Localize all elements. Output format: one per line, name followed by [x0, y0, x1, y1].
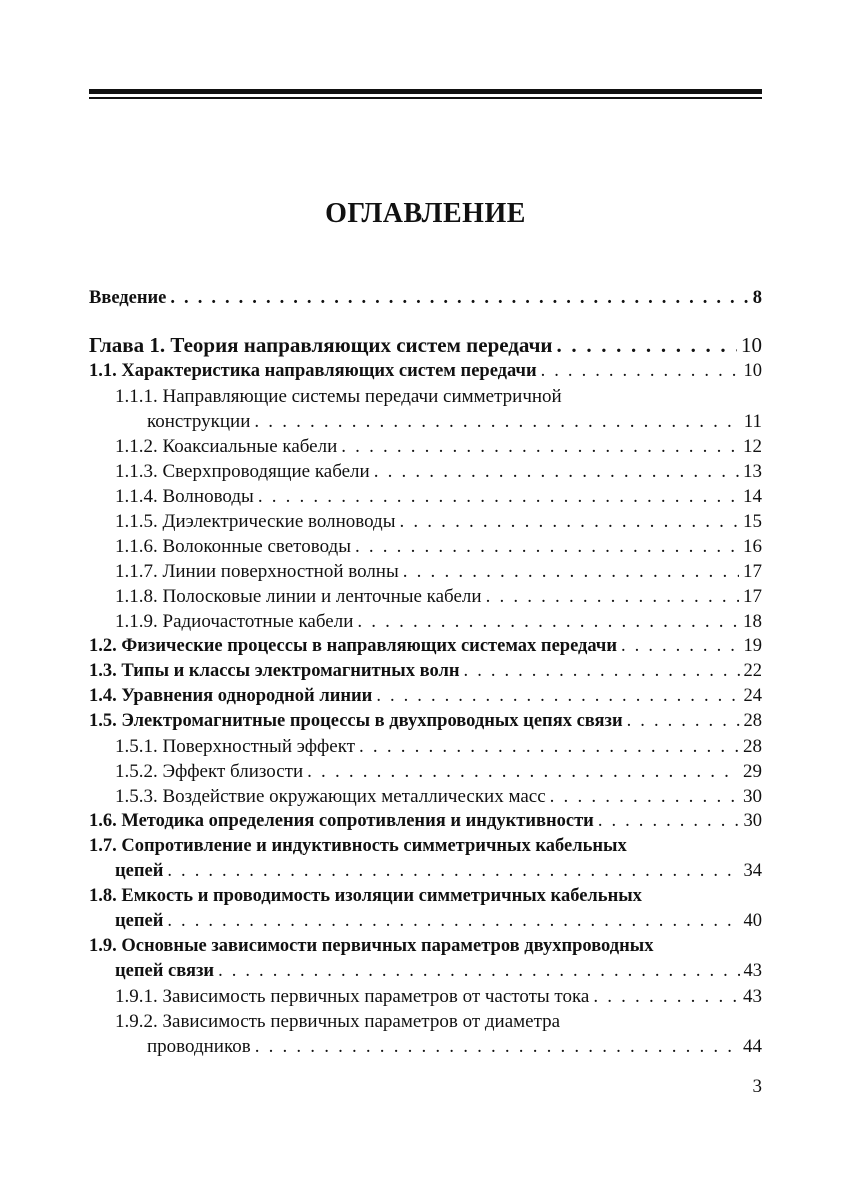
- leader-dots: [376, 684, 739, 709]
- toc-page: 15: [743, 511, 762, 532]
- leader-dots: [593, 984, 739, 1009]
- toc-label: 1.1. Характеристика направляющих систем передачи: [89, 361, 537, 381]
- toc-entry-1-1-8[interactable]: [89, 584, 762, 609]
- toc-entry-1-1-1[interactable]: [89, 409, 762, 434]
- toc-entry-1-7-line1[interactable]: 1.7. Сопротивление и индуктивность симметричных кабельных: [89, 836, 627, 856]
- page-title: ОГЛАВЛЕНИЕ: [325, 198, 526, 229]
- toc-page: 10: [741, 333, 762, 357]
- toc-label: 1.1.2. Коаксиальные кабели: [115, 436, 338, 457]
- toc-page: 16: [743, 536, 762, 557]
- toc-label: 1.4. Уравнения однородной линии: [89, 686, 373, 706]
- table-of-contents: [89, 286, 762, 1059]
- toc-entry-1-8[interactable]: [89, 909, 762, 934]
- toc-entry-1-2[interactable]: [89, 634, 762, 659]
- toc-page: 43: [743, 986, 762, 1007]
- toc-page: 30: [743, 786, 762, 807]
- leader-dots: [621, 634, 739, 659]
- toc-page: 22: [743, 661, 762, 681]
- toc-label: 1.1.6. Волоконные световоды: [115, 536, 351, 557]
- toc-label: Глава 1. Теория направляющих систем передачи: [89, 333, 553, 357]
- toc-entry-1-1-3[interactable]: [89, 459, 762, 484]
- toc-label: 1.1.5. Диэлектрические волноводы: [115, 511, 396, 532]
- toc-entry-1-8-line1[interactable]: 1.8. Емкость и проводимость изоляции симметричных кабельных: [89, 886, 642, 906]
- toc-label: 1.2. Физические процессы в направляющих системах передачи: [89, 636, 618, 656]
- leader-dots: [359, 734, 739, 759]
- toc-entry-1-5-2[interactable]: [89, 759, 762, 784]
- leader-dots: [486, 584, 739, 609]
- toc-label: 1.1.8. Полосковые линии и ленточные кабели: [115, 586, 482, 607]
- toc-entry-1-1-2[interactable]: [89, 434, 762, 459]
- toc-entry-1-5-1[interactable]: [89, 734, 762, 759]
- toc-page: 28: [743, 711, 762, 731]
- leader-dots: [254, 409, 739, 434]
- page-number: 3: [752, 1076, 762, 1097]
- toc-page: 17: [743, 561, 762, 582]
- toc-page: 17: [743, 586, 762, 607]
- toc-page: 34: [743, 861, 762, 881]
- toc-entry-1-1-1-line1[interactable]: 1.1.1. Направляющие системы передачи симметричной: [115, 386, 562, 407]
- toc-entry-1-1-4[interactable]: [89, 484, 762, 509]
- toc-entry-1-1-9[interactable]: [89, 609, 762, 634]
- toc-entry-1-1-7[interactable]: [89, 559, 762, 584]
- header-rule-thick: [89, 89, 762, 94]
- leader-dots: [341, 434, 739, 459]
- toc-page: 40: [743, 911, 762, 931]
- leader-dots: [255, 1034, 739, 1059]
- leader-dots: [355, 534, 739, 559]
- toc-page: 19: [743, 636, 762, 656]
- toc-page: 13: [743, 461, 762, 482]
- leader-dots: [557, 331, 737, 359]
- toc-entry-1-9-2-line1[interactable]: 1.9.2. Зависимость первичных параметров от диаметра: [115, 1011, 561, 1032]
- toc-label: Введение: [89, 288, 167, 308]
- toc-label: 1.6. Методика определения сопротивления и индуктивности: [89, 811, 594, 831]
- leader-dots: [258, 484, 739, 509]
- toc-entry-1-3[interactable]: [89, 659, 762, 684]
- toc-label: 1.1.7. Линии поверхностной волны: [115, 561, 399, 582]
- leader-dots: [403, 559, 739, 584]
- toc-entry-1-5[interactable]: [89, 709, 762, 734]
- toc-entry-1-5-3[interactable]: [89, 784, 762, 809]
- toc-label: цепей: [115, 861, 164, 881]
- toc-entry-1-1-5[interactable]: [89, 509, 762, 534]
- toc-entry-1-4[interactable]: [89, 684, 762, 709]
- toc-page: 8: [752, 288, 762, 308]
- leader-dots: [357, 609, 739, 634]
- toc-page: 44: [743, 1036, 762, 1057]
- leader-dots: [167, 909, 739, 934]
- toc-entry-1-9[interactable]: [89, 959, 762, 984]
- toc-label: проводников: [147, 1036, 251, 1057]
- toc-label: 1.1.9. Радиочастотные кабели: [115, 611, 354, 632]
- toc-page: 29: [743, 761, 762, 782]
- toc-label: 1.1.4. Волноводы: [115, 486, 254, 507]
- toc-page: 10: [743, 361, 762, 381]
- toc-page: 14: [743, 486, 762, 507]
- toc-page: 28: [743, 736, 762, 757]
- toc-entry-1-6[interactable]: [89, 809, 762, 834]
- leader-dots: [550, 784, 739, 809]
- toc-label: 1.5.3. Воздействие окружающих металлических масс: [115, 786, 546, 807]
- leader-dots: [218, 959, 739, 984]
- leader-dots: [598, 809, 740, 834]
- toc-label: 1.1.3. Сверхпроводящие кабели: [115, 461, 370, 482]
- leader-dots: [399, 509, 739, 534]
- toc-entry-intro[interactable]: [89, 286, 762, 311]
- toc-entry-chapter-1[interactable]: [89, 331, 762, 359]
- toc-entry-1-9-1[interactable]: [89, 984, 762, 1009]
- leader-dots: [627, 709, 740, 734]
- toc-entry-1-9-line1[interactable]: 1.9. Основные зависимости первичных параметров двухпроводных: [89, 936, 654, 956]
- toc-page: 43: [743, 961, 762, 981]
- toc-entry-1-1[interactable]: [89, 359, 762, 384]
- leader-dots: [307, 759, 739, 784]
- toc-label: 1.5.1. Поверхностный эффект: [115, 736, 356, 757]
- header-rule-thin: [89, 97, 762, 99]
- toc-entry-1-1-6[interactable]: [89, 534, 762, 559]
- leader-dots: [374, 459, 739, 484]
- toc-page: 18: [743, 611, 762, 632]
- toc-page: 12: [743, 436, 762, 457]
- toc-label: конструкции: [147, 411, 251, 432]
- toc-label: 1.9.1. Зависимость первичных параметров от частоты тока: [115, 986, 590, 1007]
- toc-label: цепей: [115, 911, 164, 931]
- toc-entry-1-9-2[interactable]: [89, 1034, 762, 1059]
- toc-page: 30: [743, 811, 762, 831]
- leader-dots: [170, 286, 748, 311]
- toc-page: 11: [743, 411, 762, 432]
- toc-entry-1-7[interactable]: [89, 859, 762, 884]
- toc-page: 24: [743, 686, 762, 706]
- leader-dots: [464, 659, 740, 684]
- leader-dots: [541, 359, 740, 384]
- leader-dots: [167, 859, 739, 884]
- toc-label: 1.3. Типы и классы электромагнитных волн: [89, 661, 460, 681]
- toc-label: 1.5.2. Эффект близости: [115, 761, 304, 782]
- toc-label: цепей связи: [115, 961, 215, 981]
- toc-label: 1.5. Электромагнитные процессы в двухпроводных цепях связи: [89, 711, 623, 731]
